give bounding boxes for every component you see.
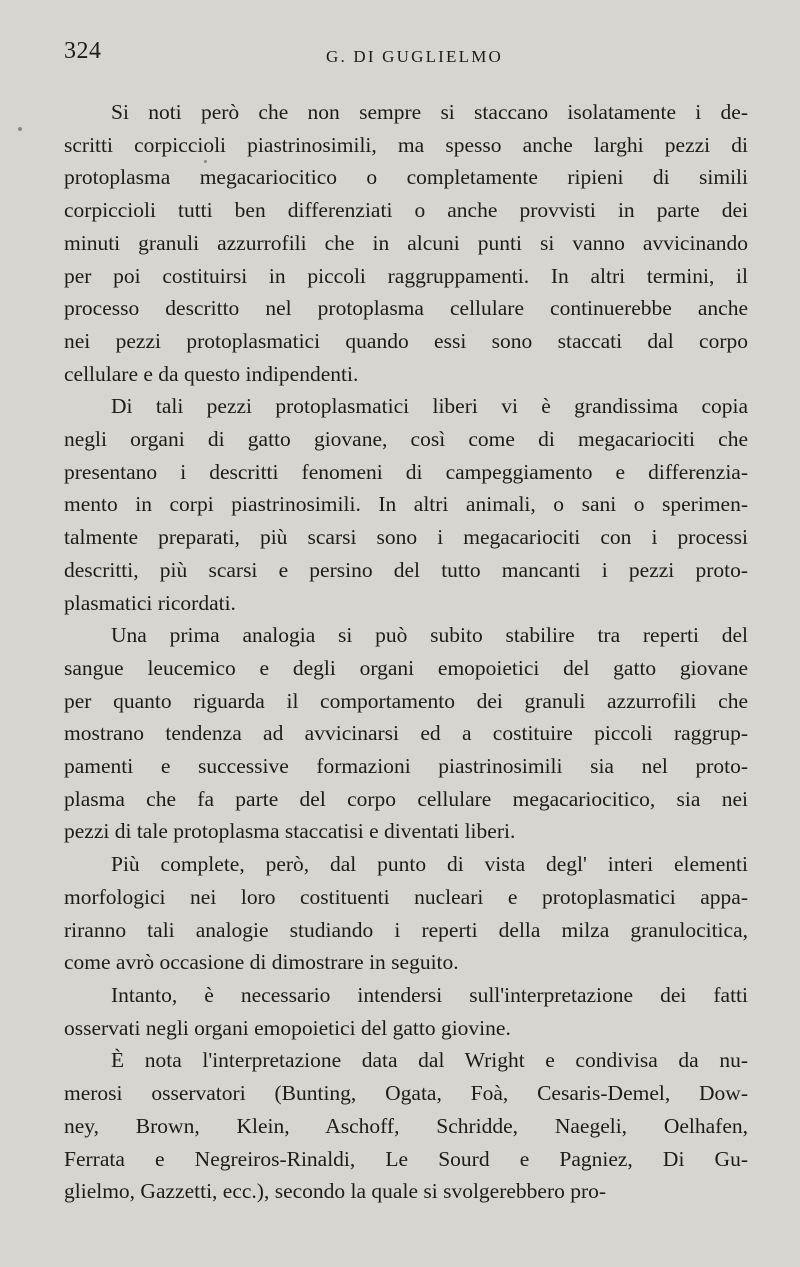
running-head: G. DI GUGLIELMO: [326, 47, 504, 66]
text-line: mento in corpi piastrinosimili. In altri animali, o sani o sperimen-: [64, 492, 748, 517]
text-line: merosi osservatori (Bunting, Ogata, Foà, Cesaris-Demel, Dow-: [64, 1081, 748, 1106]
text-line: minuti granuli azzurrofili che in alcuni punti si vanno avvicinando: [64, 230, 748, 255]
paragraph: [64, 390, 748, 619]
text-line: scritti corpiccioli piastrinosimili, ma spesso anche larghi pezzi di: [64, 132, 748, 157]
text-line: come avrò occasione di dimostrare in seguito.: [64, 950, 459, 975]
text-line: negli organi di gatto giovane, così come di megacariociti che: [64, 427, 748, 452]
paragraph: [64, 619, 748, 848]
text-line: corpiccioli tutti ben differenziati o anche provvisti in parte dei: [64, 198, 748, 223]
text-line: Si noti però che non sempre si staccano isolatamente i de-: [111, 100, 748, 124]
text-line: sangue leucemico e degli organi emopoietici del gatto giovane: [64, 655, 748, 680]
text-line: osservati negli organi emopoietici del gatto giovine.: [64, 1015, 511, 1040]
text-line: pezzi di tale protoplasma staccatisi e diventati liberi.: [64, 819, 516, 844]
text-line: ney, Brown, Klein, Aschoff, Schridde, Naegeli, Oelhafen,: [64, 1113, 748, 1138]
page-header: [64, 38, 764, 72]
text-line: cellulare e da questo indipendenti.: [64, 361, 359, 386]
text-line: Intanto, è necessario intendersi sull'interpretazione dei fatti: [111, 982, 748, 1007]
text-line: per poi costituirsi in piccoli raggruppamenti. In altri termini, il: [64, 263, 748, 288]
text-line: per quanto riguarda il comportamento dei granuli azzurrofili che: [64, 688, 748, 713]
paragraph: [64, 96, 748, 390]
text-line: pamenti e successive formazioni piastrinosimili sia nel proto-: [64, 754, 748, 779]
text-line: mostrano tendenza ad avvicinarsi ed a costituire piccoli raggrup-: [64, 721, 748, 746]
text-line: nei pezzi protoplasmatici quando essi sono staccati dal corpo: [64, 328, 748, 353]
text-line: È nota l'interpretazione data dal Wright e condivisa da nu-: [111, 1048, 748, 1073]
body-text: [64, 96, 748, 1208]
page-number: 324: [64, 38, 102, 64]
text-line: plasma che fa parte del corpo cellulare megacariocitico, sia nei: [64, 786, 748, 811]
text-line: Di tali pezzi protoplasmatici liberi vi è grandissima copia: [111, 394, 748, 419]
paragraph: [64, 1044, 748, 1208]
paragraph: [64, 848, 748, 979]
text-line: Ferrata e Negreiros-Rinaldi, Le Sourd e Pagniez, Di Gu-: [64, 1146, 748, 1171]
text-line: plasmatici ricordati.: [64, 590, 236, 615]
paper-speck: [18, 127, 22, 131]
text-line: descritti, più scarsi e persino del tutto mancanti i pezzi proto-: [64, 557, 748, 582]
text-line: presentano i descritti fenomeni di campeggiamento e differenzia-: [64, 459, 748, 484]
text-line: Più complete, però, dal punto di vista degl' interi elementi: [111, 852, 748, 877]
text-line: talmente preparati, più scarsi sono i megacariociti con i processi: [64, 525, 748, 550]
paper-speck: [204, 160, 207, 163]
text-line: riranno tali analogie studiando i reperti della milza granulocitica,: [64, 917, 748, 942]
text-line: glielmo, Gazzetti, ecc.), secondo la quale si svolgerebbero pro-: [64, 1179, 607, 1204]
text-line: processo descritto nel protoplasma cellulare continuerebbe anche: [64, 296, 748, 321]
text-line: protoplasma megacariocitico o completamente ripieni di simili: [64, 165, 748, 190]
text-line: morfologici nei loro costituenti nucleari e protoplasmatici appa-: [64, 884, 748, 909]
paragraph: [64, 979, 748, 1044]
text-line: Una prima analogia si può subito stabilire tra reperti del: [111, 623, 748, 648]
